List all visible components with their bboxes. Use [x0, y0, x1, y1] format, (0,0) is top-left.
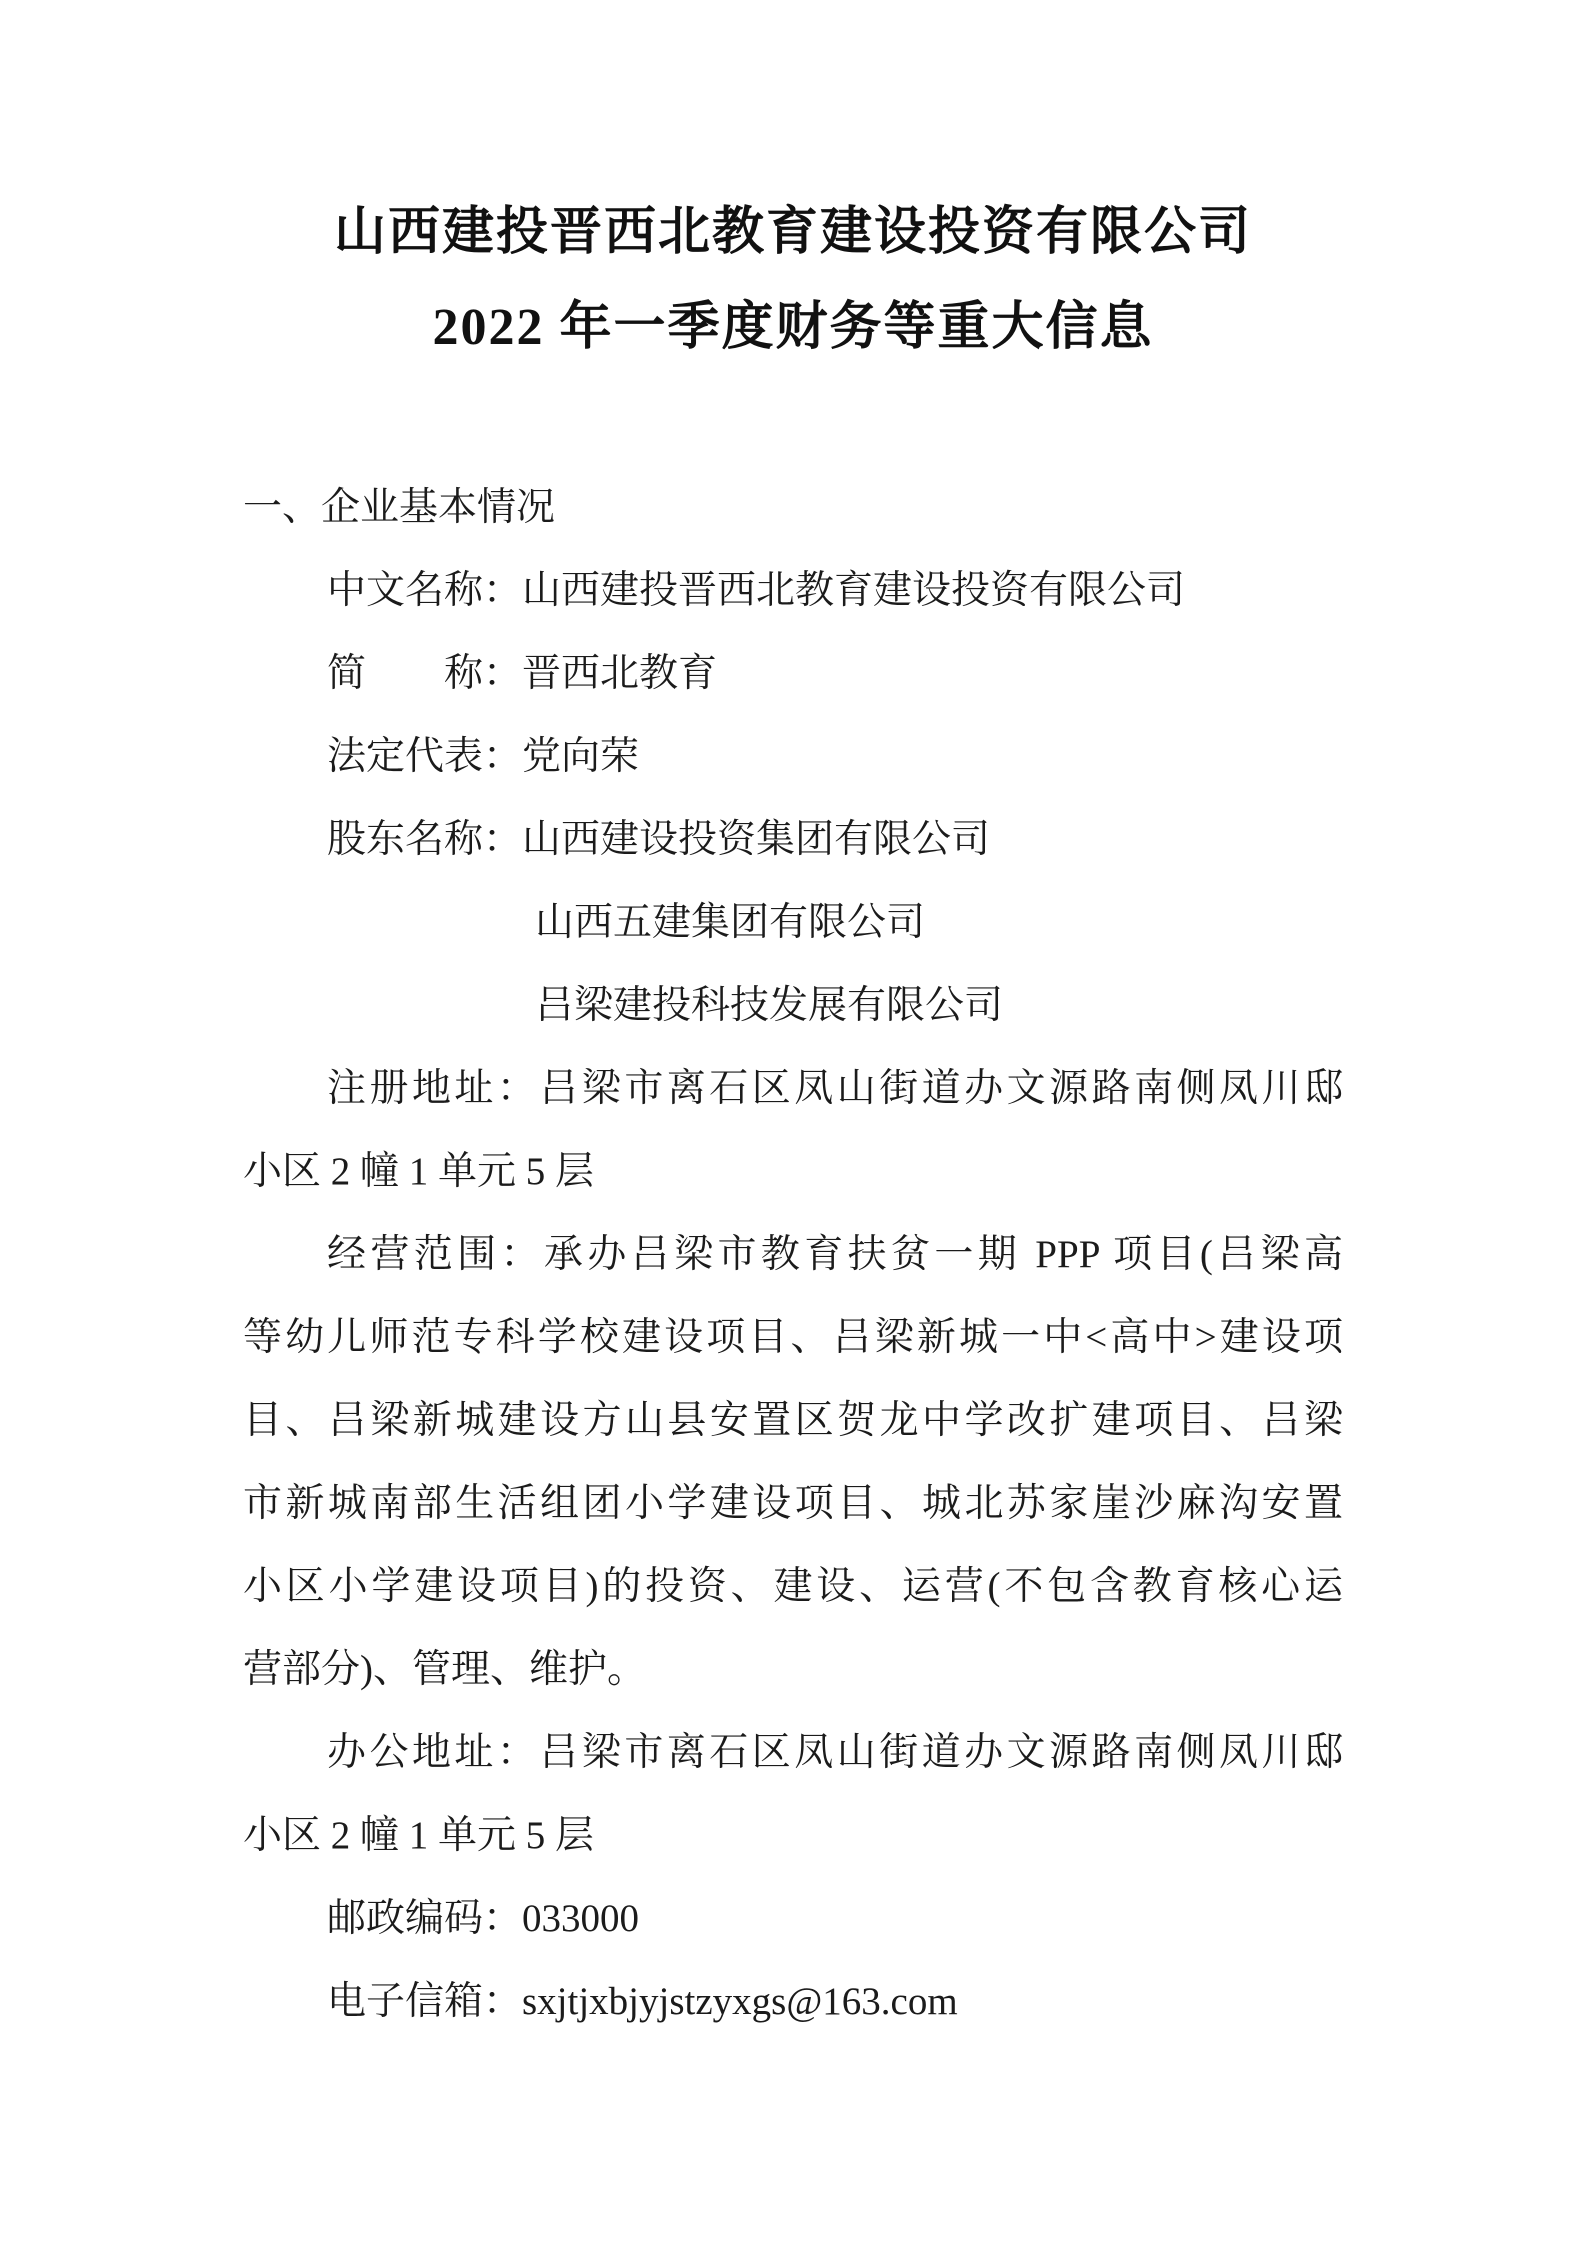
field-business-scope-line-6: 营部分)、管理、维护。 — [243, 1648, 646, 1691]
document-body — [243, 466, 1343, 2043]
field-shareholder-line-2: 山西五建集团有限公司 — [535, 901, 926, 944]
field-registered-address-line-1: 注册地址：吕梁市离石区凤山街道办文源路南侧凤川邸 — [327, 1067, 1343, 1110]
field-chinese-name: 中文名称：山西建投晋西北教育建设投资有限公司 — [327, 569, 1186, 612]
section-heading: 一、企业基本情况 — [243, 486, 556, 529]
field-shareholder-line-1: 股东名称：山西建设投资集团有限公司 — [327, 818, 991, 861]
field-registered-address-line-2: 小区 2 幢 1 单元 5 层 — [243, 1150, 595, 1193]
field-office-address-line-1: 办公地址：吕梁市离石区凤山街道办文源路南侧凤川邸 — [327, 1731, 1343, 1774]
field-email: 电子信箱：sxjtjxbjyjstzyxgs@163.com — [327, 1980, 958, 2023]
field-business-scope-line-5: 小区小学建设项目)的投资、建设、运营(不包含教育核心运 — [243, 1565, 1343, 1608]
field-shareholder-line-3: 吕梁建投科技发展有限公司 — [535, 984, 1004, 1027]
field-office-address-line-2: 小区 2 幢 1 单元 5 层 — [243, 1814, 595, 1857]
field-short-name: 简 称：晋西北教育 — [327, 652, 718, 695]
field-business-scope-line-2: 等幼儿师范专科学校建设项目、吕梁新城一中<高中>建设项 — [243, 1316, 1343, 1359]
document-content — [243, 185, 1343, 2043]
document-title-line-2: 2022 年一季度财务等重大信息 — [432, 299, 1154, 356]
field-business-scope-line-1: 经营范围：承办吕梁市教育扶贫一期 PPP 项目(吕梁高 — [327, 1233, 1343, 1276]
field-business-scope-line-4: 市新城南部生活组团小学建设项目、城北苏家崖沙麻沟安置 — [243, 1482, 1343, 1525]
field-business-scope-line-3: 目、吕梁新城建设方山县安置区贺龙中学改扩建项目、吕梁 — [243, 1399, 1343, 1442]
field-legal-representative: 法定代表：党向荣 — [327, 735, 640, 778]
document-title-line-1: 山西建投晋西北教育建设投资有限公司 — [333, 204, 1252, 261]
field-postal-code: 邮政编码：033000 — [327, 1897, 640, 1940]
